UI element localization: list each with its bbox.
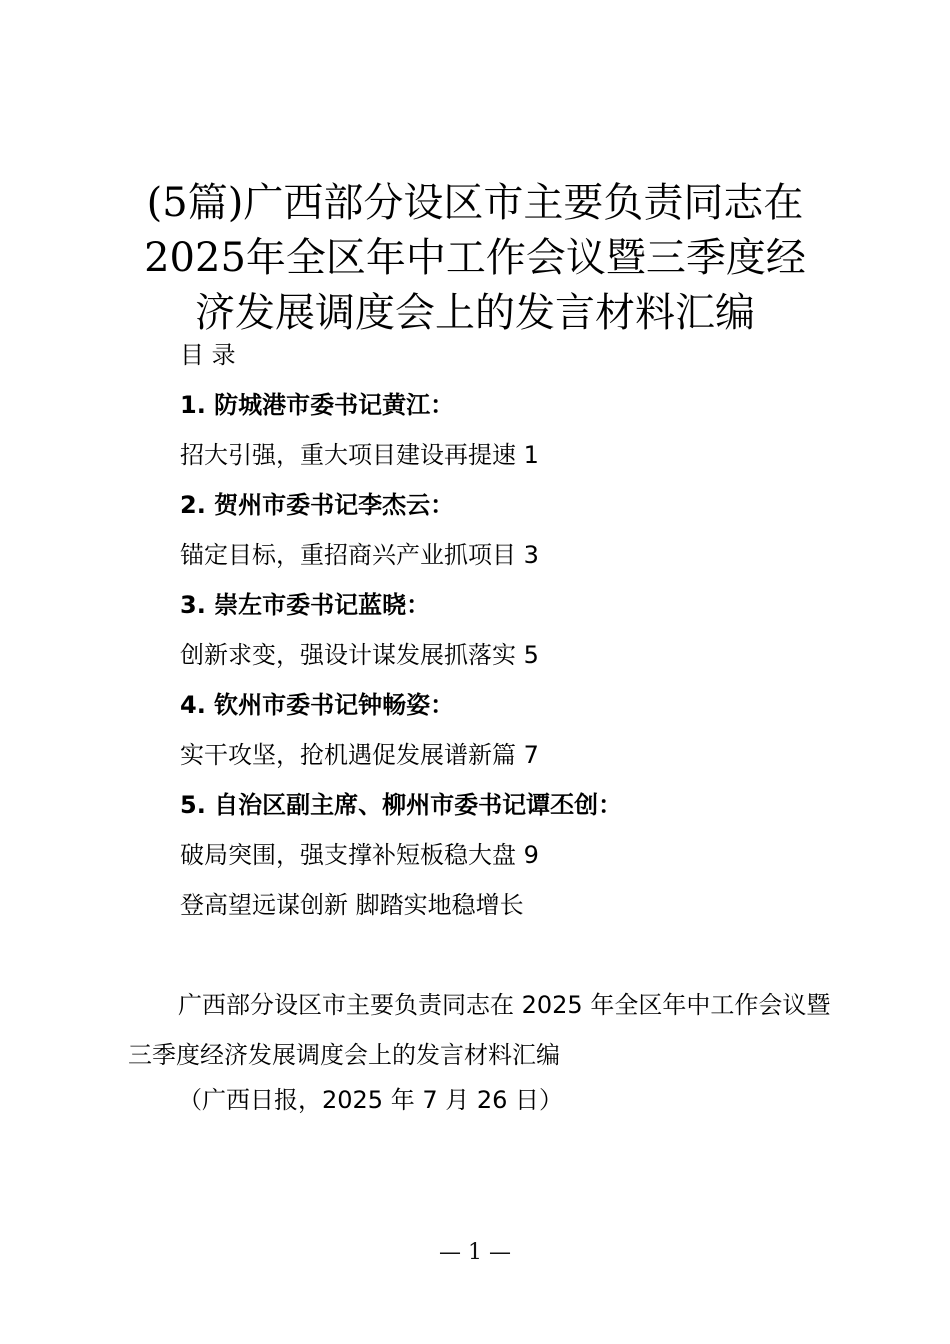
toc-entry: 破局突围，强支撑补短板稳大盘 9 xyxy=(180,841,539,869)
page-number: — 1 — xyxy=(439,1240,511,1265)
toc-entry: 实干攻坚，抢机遇促发展谱新篇 7 xyxy=(180,741,539,769)
intro-paragraph: 广西部分设区市主要负责同志在 2025 年全区年中工作会议暨三季度经济发展调度会上的发言材料汇编 xyxy=(128,991,831,1069)
document-title xyxy=(95,176,855,341)
title-line: 济发展调度会上的发言材料汇编 xyxy=(195,290,755,336)
toc-extra-line: 登高望远谋创新 脚踏实地稳增长 xyxy=(180,891,524,919)
toc-entry: 招大引强，重大项目建设再提速 1 xyxy=(180,441,539,469)
toc-speaker: 1. 防城港市委书记黄江： xyxy=(180,391,455,419)
title-line: 2025年全区年中工作会议暨三季度经 xyxy=(144,235,806,281)
toc-speaker: 5. 自治区副主席、柳州市委书记谭丕创： xyxy=(180,791,623,819)
toc-speaker: 4. 钦州市委书记钟畅姿： xyxy=(180,691,455,719)
title-line: (5篇)广西部分设区市主要负责同志在 xyxy=(146,180,804,226)
toc-speaker: 3. 崇左市委书记蓝晓： xyxy=(180,591,431,619)
table-of-contents xyxy=(180,385,622,935)
toc-entry: 锚定目标，重招商兴产业抓项目 3 xyxy=(180,541,539,569)
toc-heading: 目 录 xyxy=(180,341,236,369)
source-line: （广西日报，2025 年 7 月 26 日） xyxy=(178,1086,564,1114)
toc-entry: 创新求变，强设计谋发展抓落实 5 xyxy=(180,641,539,669)
toc-speaker: 2. 贺州市委书记李杰云： xyxy=(180,491,455,519)
